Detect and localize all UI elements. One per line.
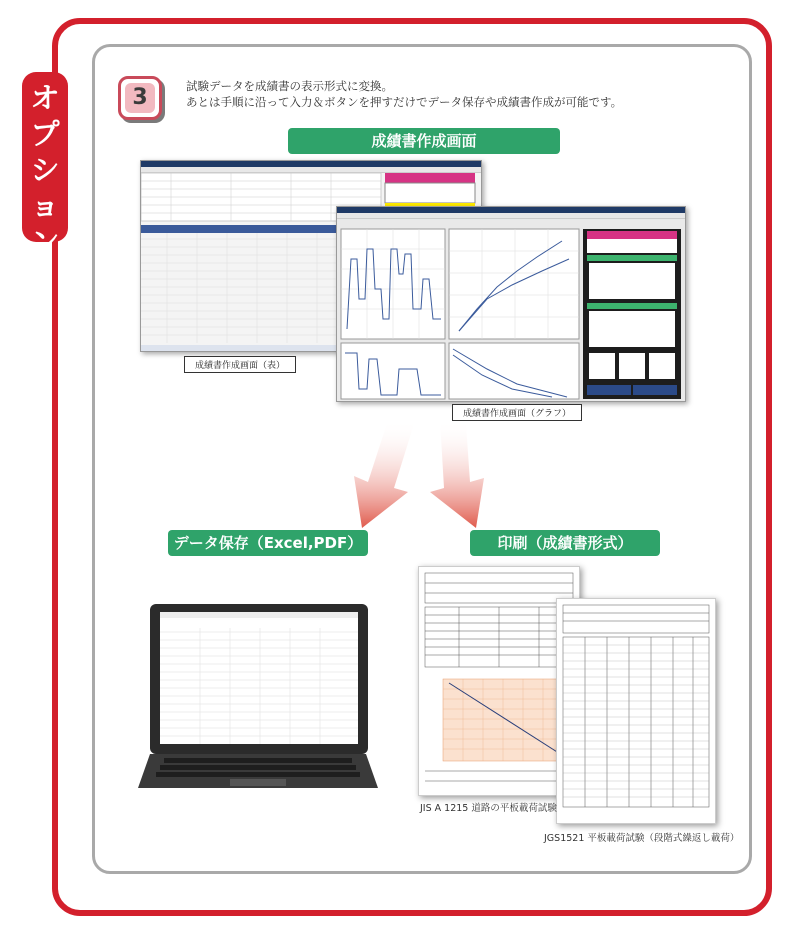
laptop-image [150, 604, 368, 754]
tab-char: オ [30, 81, 60, 115]
laptop-keyboard [138, 754, 378, 788]
doc-1-content [419, 567, 579, 795]
description [186, 78, 622, 110]
tab-char: ョ [30, 189, 60, 223]
tab-char: シ [30, 153, 60, 187]
doc-1-caption: JIS A 1215 道路の平板載荷試験 [420, 803, 557, 814]
print-title: 印刷（成績書形式） [470, 530, 660, 556]
print-doc-2 [556, 598, 716, 824]
tab-char: プ [30, 117, 60, 151]
step-number: 3 [125, 83, 155, 113]
down-arrows [330, 420, 530, 530]
caption-graph-screen: 成績書作成画面（グラフ） [452, 404, 582, 421]
save-title: データ保存（Excel,PDF） [168, 530, 368, 556]
doc-2-caption: JGS1521 平板載荷試験（段階式繰返し載荷） [544, 833, 740, 844]
description-line: あとは手順に沿って入力＆ボタンを押すだけでデータ保存や成績書作成が可能です。 [186, 95, 623, 109]
description-line: 試験データを成績書の表示形式に変換。 [186, 79, 393, 93]
graph-screen-image [336, 206, 686, 402]
doc-2-content [557, 599, 715, 823]
section-title: 成績書作成画面 [288, 128, 560, 154]
caption-table-screen: 成績書作成画面（表） [184, 356, 296, 373]
graph-screen-content [337, 219, 685, 402]
tab-char: ン [30, 225, 60, 259]
step-badge [118, 76, 162, 120]
spreadsheet-preview [160, 612, 358, 744]
option-tab [22, 72, 68, 259]
